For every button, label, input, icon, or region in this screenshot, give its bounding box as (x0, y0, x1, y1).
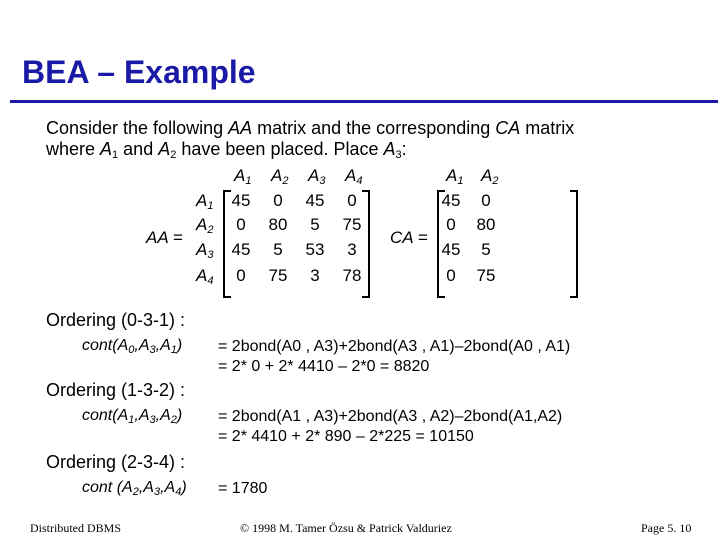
aa-col-header (345, 166, 362, 186)
label-letter: A (196, 240, 208, 259)
ca-right-bracket (570, 190, 578, 298)
footer-center: © 1998 M. Tamer Özsu & Patrick Valduriez (240, 521, 452, 535)
title-rule (10, 100, 718, 103)
intro-sub: 3 (395, 149, 402, 161)
aa-cell: 75 (268, 266, 288, 285)
label-sub: 4 (207, 275, 214, 287)
intro-text-part: matrix and the corresponding (252, 118, 496, 138)
ca-cell: 75 (476, 266, 496, 285)
aa-cell: 45 (231, 240, 251, 259)
ca-cell: 45 (441, 240, 461, 259)
label-letter: A (196, 215, 208, 234)
aa-cell: 3 (347, 240, 357, 259)
label-sub: 3 (207, 249, 214, 261)
footer-left: Distributed DBMS (30, 521, 122, 535)
cont-part: ,A (134, 407, 150, 424)
intro-text-part: matrix (520, 118, 575, 138)
aa-cell: 5 (310, 215, 320, 234)
label-sub: 2 (282, 175, 289, 187)
aa-cell: 3 (310, 266, 320, 285)
ca-cell: 0 (446, 266, 456, 285)
label-sub: 3 (319, 175, 326, 187)
ca-cell: 45 (441, 191, 461, 210)
label-sub: 1 (245, 175, 252, 187)
intro-text-part: : (401, 139, 407, 159)
cont-sub: 1 (170, 344, 177, 356)
aa-col-header (234, 166, 251, 186)
cont-part: cont(A (82, 337, 129, 354)
ca-left-bracket (437, 190, 445, 298)
aa-cell: 5 (273, 240, 283, 259)
label-letter: A (196, 191, 208, 210)
label-sub: 1 (457, 175, 464, 187)
cont-part: cont(A (82, 407, 129, 424)
slide-title: BEA – Example (22, 54, 256, 90)
intro-ca: CA (495, 118, 521, 138)
cont-sub: 3 (149, 344, 156, 356)
aa-row-label (196, 266, 213, 286)
cont-sub: 3 (153, 486, 161, 498)
bond-expression (218, 337, 570, 377)
expr-line-1: = 2bond(A1 , A3)+2bond(A3 , A2)–2bond(A1,A2) (218, 408, 563, 425)
cont-part: cont (A (82, 479, 133, 496)
cont-part: ,A (155, 407, 171, 424)
cont-sub: 3 (149, 414, 156, 426)
bond-expression (218, 407, 562, 447)
cont-expression (82, 479, 187, 497)
intro-text-part: have been placed. Place (176, 139, 384, 159)
ca-cell: 80 (476, 215, 496, 234)
label-sub: 4 (356, 175, 363, 187)
cont-part: ,A (160, 479, 176, 496)
ca-col-header (446, 166, 463, 186)
intro-attr: A (383, 139, 396, 159)
intro-text (46, 118, 686, 160)
ca-cell: 0 (481, 191, 491, 210)
cont-expression (82, 337, 182, 355)
bond-expression (218, 479, 267, 499)
aa-col-header (271, 166, 288, 186)
intro-attr: A (100, 139, 113, 159)
intro-text-part: Consider the following (46, 118, 229, 138)
aa-cell: 0 (236, 266, 246, 285)
aa-cell: 80 (268, 215, 288, 234)
label-sub: 1 (207, 200, 214, 212)
aa-cell: 45 (305, 191, 325, 210)
cont-part: ,A (134, 337, 150, 354)
ordering-heading: Ordering (1-3-2) : (46, 380, 186, 400)
aa-right-bracket (362, 190, 370, 298)
label-letter: A (481, 166, 493, 185)
cont-sub: 0 (128, 344, 135, 356)
cont-part: ) (176, 407, 183, 424)
intro-sub: 2 (170, 149, 177, 161)
expr-line-1: = 2bond(A0 , A3)+2bond(A3 , A1)–2bond(A0 , A1) (218, 338, 571, 355)
footer-right: Page 5. 10 (641, 521, 692, 535)
aa-cell: 45 (231, 191, 251, 210)
intro-sub: 1 (112, 149, 119, 161)
cont-part: ) (181, 479, 187, 496)
label-sub: 2 (492, 175, 499, 187)
label-letter: A (271, 166, 283, 185)
aa-cell: 75 (342, 215, 362, 234)
intro-text-part: and (118, 139, 159, 159)
intro-attr: A (158, 139, 171, 159)
cont-sub: 1 (128, 414, 135, 426)
aa-cell: 0 (347, 191, 357, 210)
aa-cell: 0 (236, 215, 246, 234)
cont-sub: 2 (170, 414, 177, 426)
aa-col-header (308, 166, 325, 186)
aa-cell: 78 (342, 266, 362, 285)
ca-matrix-label: CA = (390, 228, 428, 247)
label-sub: 2 (207, 224, 214, 236)
cont-part: ,A (155, 337, 171, 354)
intro-aa: AA (228, 118, 253, 138)
aa-cell: 0 (273, 191, 283, 210)
aa-row-label (196, 215, 213, 235)
cont-part: ,A (138, 479, 154, 496)
cont-expression (82, 407, 182, 425)
label-letter: A (345, 166, 357, 185)
aa-row-label (196, 240, 213, 260)
intro-text-part: where (46, 139, 101, 159)
aa-cell: 53 (305, 240, 325, 259)
ordering-heading: Ordering (0-3-1) : (46, 310, 186, 330)
cont-sub: 4 (175, 486, 182, 498)
ordering-heading: Ordering (2-3-4) : (46, 452, 186, 472)
cont-part: ) (176, 337, 183, 354)
ca-cell: 5 (481, 240, 491, 259)
ca-col-header (481, 166, 498, 186)
expr-line-2: = 2* 4410 + 2* 890 – 2*225 = 10150 (218, 428, 474, 445)
cont-sub: 2 (132, 486, 139, 498)
label-letter: A (446, 166, 458, 185)
expr-line-1: = 1780 (218, 480, 268, 497)
aa-matrix-label: AA = (146, 228, 183, 247)
aa-row-label (196, 191, 213, 211)
ca-cell: 0 (446, 215, 456, 234)
label-letter: A (196, 266, 208, 285)
label-letter: A (308, 166, 320, 185)
label-letter: A (234, 166, 246, 185)
expr-line-2: = 2* 0 + 2* 4410 – 2*0 = 8820 (218, 358, 430, 375)
aa-left-bracket (223, 190, 231, 298)
